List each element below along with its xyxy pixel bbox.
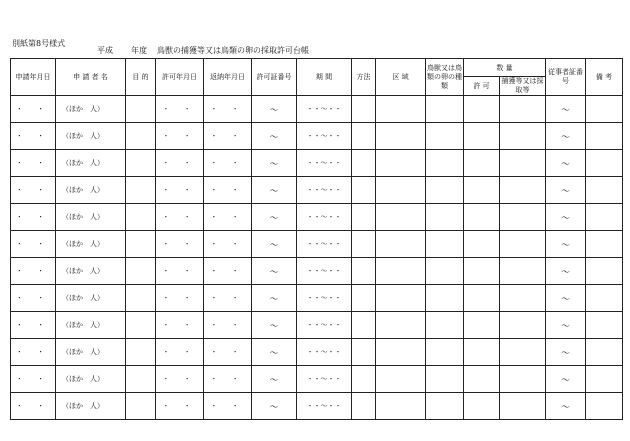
cell-remarks [586, 339, 623, 366]
cell-permit-number: ～ [252, 96, 297, 123]
cell-species [426, 96, 464, 123]
col-remarks: 備 考 [586, 59, 623, 96]
cell-application-date: ・ ・ [11, 393, 56, 420]
cell-period: ・・～・・ [297, 177, 352, 204]
cell-quantity-permit [464, 285, 500, 312]
cell-permit-number: ～ [252, 285, 297, 312]
cell-species [426, 258, 464, 285]
cell-species [426, 366, 464, 393]
cell-worker-cert-number: ～ [546, 258, 586, 285]
col-area: 区 域 [376, 59, 426, 96]
cell-quantity-captured [500, 258, 546, 285]
ledger-body [11, 96, 623, 420]
cell-applicant: （ほか 人） [56, 339, 126, 366]
cell-purpose [126, 204, 156, 231]
cell-permit-number: ～ [252, 231, 297, 258]
cell-area [376, 123, 426, 150]
cell-quantity-captured [500, 150, 546, 177]
cell-permit-number: ～ [252, 366, 297, 393]
cell-return-date: ・ ・ [204, 123, 252, 150]
cell-remarks [586, 393, 623, 420]
cell-method [352, 339, 376, 366]
cell-remarks [586, 150, 623, 177]
cell-return-date: ・ ・ [204, 339, 252, 366]
cell-purpose [126, 339, 156, 366]
cell-method [352, 393, 376, 420]
cell-area [376, 339, 426, 366]
cell-applicant: （ほか 人） [56, 312, 126, 339]
cell-applicant: （ほか 人） [56, 285, 126, 312]
table-row [11, 258, 623, 285]
cell-period: ・・～・・ [297, 339, 352, 366]
cell-purpose [126, 312, 156, 339]
cell-permit-date: ・ ・ [156, 150, 204, 177]
cell-species [426, 123, 464, 150]
cell-period: ・・～・・ [297, 204, 352, 231]
cell-period: ・・～・・ [297, 258, 352, 285]
cell-purpose [126, 285, 156, 312]
era-label: 平成 [97, 46, 113, 55]
cell-period: ・・～・・ [297, 96, 352, 123]
cell-method [352, 150, 376, 177]
cell-period: ・・～・・ [297, 312, 352, 339]
cell-purpose [126, 123, 156, 150]
cell-remarks [586, 258, 623, 285]
cell-applicant: （ほか 人） [56, 177, 126, 204]
cell-purpose [126, 150, 156, 177]
cell-method [352, 312, 376, 339]
col-purpose: 目 的 [126, 59, 156, 96]
cell-remarks [586, 366, 623, 393]
col-worker-cert-number: 従事者証番号 [546, 59, 586, 96]
cell-application-date: ・ ・ [11, 231, 56, 258]
col-quantity-permit: 許 可 [464, 77, 500, 96]
col-method: 方法 [352, 59, 376, 96]
table-row [11, 123, 623, 150]
cell-worker-cert-number: ～ [546, 96, 586, 123]
cell-applicant: （ほか 人） [56, 96, 126, 123]
cell-applicant: （ほか 人） [56, 393, 126, 420]
cell-quantity-captured [500, 231, 546, 258]
cell-area [376, 150, 426, 177]
cell-area [376, 258, 426, 285]
cell-permit-date: ・ ・ [156, 204, 204, 231]
cell-remarks [586, 123, 623, 150]
cell-worker-cert-number: ～ [546, 339, 586, 366]
col-permit-date: 許可年月日 [156, 59, 204, 96]
cell-quantity-captured [500, 123, 546, 150]
cell-application-date: ・ ・ [11, 258, 56, 285]
form-number: 別紙第8号様式 [12, 39, 66, 48]
cell-quantity-permit [464, 96, 500, 123]
cell-worker-cert-number: ～ [546, 150, 586, 177]
cell-permit-number: ～ [252, 258, 297, 285]
cell-permit-number: ～ [252, 150, 297, 177]
table-row [11, 231, 623, 258]
cell-permit-number: ～ [252, 123, 297, 150]
cell-quantity-permit [464, 123, 500, 150]
cell-permit-number: ～ [252, 393, 297, 420]
col-return-date: 返納年月日 [204, 59, 252, 96]
col-period: 期 間 [297, 59, 352, 96]
cell-quantity-permit [464, 204, 500, 231]
cell-purpose [126, 366, 156, 393]
cell-applicant: （ほか 人） [56, 231, 126, 258]
col-application-date: 申請年月日 [11, 59, 56, 96]
cell-quantity-permit [464, 231, 500, 258]
cell-remarks [586, 204, 623, 231]
cell-period: ・・～・・ [297, 150, 352, 177]
cell-applicant: （ほか 人） [56, 204, 126, 231]
cell-return-date: ・ ・ [204, 366, 252, 393]
cell-quantity-captured [500, 312, 546, 339]
cell-area [376, 312, 426, 339]
cell-species [426, 393, 464, 420]
cell-return-date: ・ ・ [204, 231, 252, 258]
cell-applicant: （ほか 人） [56, 123, 126, 150]
table-row [11, 393, 623, 420]
cell-quantity-captured [500, 204, 546, 231]
cell-permit-date: ・ ・ [156, 285, 204, 312]
table-row [11, 96, 623, 123]
cell-permit-number: ～ [252, 204, 297, 231]
cell-permit-date: ・ ・ [156, 312, 204, 339]
cell-period: ・・～・・ [297, 231, 352, 258]
cell-worker-cert-number: ～ [546, 123, 586, 150]
cell-quantity-captured [500, 96, 546, 123]
cell-application-date: ・ ・ [11, 96, 56, 123]
col-quantity-captured: 捕獲等又は採取等 [500, 77, 546, 96]
cell-permit-date: ・ ・ [156, 231, 204, 258]
cell-permit-date: ・ ・ [156, 393, 204, 420]
cell-area [376, 231, 426, 258]
cell-return-date: ・ ・ [204, 150, 252, 177]
cell-remarks [586, 312, 623, 339]
cell-worker-cert-number: ～ [546, 312, 586, 339]
cell-species [426, 177, 464, 204]
cell-permit-number: ～ [252, 339, 297, 366]
cell-application-date: ・ ・ [11, 150, 56, 177]
cell-area [376, 285, 426, 312]
cell-species [426, 339, 464, 366]
cell-permit-date: ・ ・ [156, 258, 204, 285]
cell-species [426, 285, 464, 312]
cell-worker-cert-number: ～ [546, 366, 586, 393]
cell-species [426, 204, 464, 231]
cell-application-date: ・ ・ [11, 312, 56, 339]
col-permit-number: 許可証番号 [252, 59, 297, 96]
cell-return-date: ・ ・ [204, 393, 252, 420]
cell-quantity-permit [464, 258, 500, 285]
cell-worker-cert-number: ～ [546, 393, 586, 420]
table-row [11, 366, 623, 393]
cell-quantity-captured [500, 285, 546, 312]
cell-permit-date: ・ ・ [156, 339, 204, 366]
cell-quantity-permit [464, 339, 500, 366]
title-text: 鳥獣の捕獲等又は鳥類の卵の採取許可台帳 [157, 46, 309, 55]
cell-species [426, 150, 464, 177]
cell-area [376, 366, 426, 393]
cell-quantity-permit [464, 366, 500, 393]
cell-method [352, 204, 376, 231]
table-row [11, 204, 623, 231]
cell-application-date: ・ ・ [11, 285, 56, 312]
cell-area [376, 204, 426, 231]
cell-method [352, 285, 376, 312]
cell-purpose [126, 393, 156, 420]
cell-period: ・・～・・ [297, 285, 352, 312]
cell-area [376, 177, 426, 204]
cell-remarks [586, 231, 623, 258]
cell-method [352, 177, 376, 204]
cell-quantity-permit [464, 393, 500, 420]
cell-method [352, 231, 376, 258]
cell-quantity-captured [500, 366, 546, 393]
table-row [11, 285, 623, 312]
cell-method [352, 366, 376, 393]
cell-applicant: （ほか 人） [56, 150, 126, 177]
cell-applicant: （ほか 人） [56, 258, 126, 285]
cell-return-date: ・ ・ [204, 312, 252, 339]
cell-period: ・・～・・ [297, 123, 352, 150]
cell-permit-date: ・ ・ [156, 177, 204, 204]
cell-quantity-captured [500, 339, 546, 366]
cell-quantity-captured [500, 393, 546, 420]
table-row [11, 177, 623, 204]
table-row [11, 339, 623, 366]
cell-worker-cert-number: ～ [546, 177, 586, 204]
cell-permit-date: ・ ・ [156, 366, 204, 393]
cell-worker-cert-number: ～ [546, 204, 586, 231]
cell-return-date: ・ ・ [204, 177, 252, 204]
cell-species [426, 312, 464, 339]
cell-remarks [586, 96, 623, 123]
col-species: 鳥獣又は鳥類の卵の種類 [426, 59, 464, 96]
cell-quantity-captured [500, 177, 546, 204]
year-label: 年度 [131, 46, 147, 55]
cell-remarks [586, 285, 623, 312]
cell-permit-date: ・ ・ [156, 96, 204, 123]
cell-application-date: ・ ・ [11, 366, 56, 393]
cell-purpose [126, 231, 156, 258]
cell-method [352, 96, 376, 123]
cell-return-date: ・ ・ [204, 285, 252, 312]
cell-worker-cert-number: ～ [546, 231, 586, 258]
cell-area [376, 393, 426, 420]
table-row [11, 150, 623, 177]
cell-area [376, 96, 426, 123]
table-row [11, 312, 623, 339]
cell-application-date: ・ ・ [11, 177, 56, 204]
cell-application-date: ・ ・ [11, 339, 56, 366]
col-quantity: 数 量 [464, 59, 546, 77]
cell-purpose [126, 177, 156, 204]
cell-remarks [586, 177, 623, 204]
cell-application-date: ・ ・ [11, 123, 56, 150]
cell-return-date: ・ ・ [204, 258, 252, 285]
cell-period: ・・～・・ [297, 366, 352, 393]
cell-applicant: （ほか 人） [56, 366, 126, 393]
cell-return-date: ・ ・ [204, 204, 252, 231]
cell-quantity-permit [464, 312, 500, 339]
cell-return-date: ・ ・ [204, 96, 252, 123]
cell-period: ・・～・・ [297, 393, 352, 420]
ledger-title [97, 46, 309, 55]
cell-purpose [126, 96, 156, 123]
cell-permit-date: ・ ・ [156, 123, 204, 150]
cell-permit-number: ～ [252, 312, 297, 339]
cell-purpose [126, 258, 156, 285]
cell-quantity-permit [464, 177, 500, 204]
cell-permit-number: ～ [252, 177, 297, 204]
cell-species [426, 231, 464, 258]
cell-application-date: ・ ・ [11, 204, 56, 231]
cell-worker-cert-number: ～ [546, 285, 586, 312]
col-applicant-name: 申 請 者 名 [56, 59, 126, 96]
permit-ledger-table [10, 58, 623, 420]
cell-method [352, 123, 376, 150]
cell-quantity-permit [464, 150, 500, 177]
cell-method [352, 258, 376, 285]
